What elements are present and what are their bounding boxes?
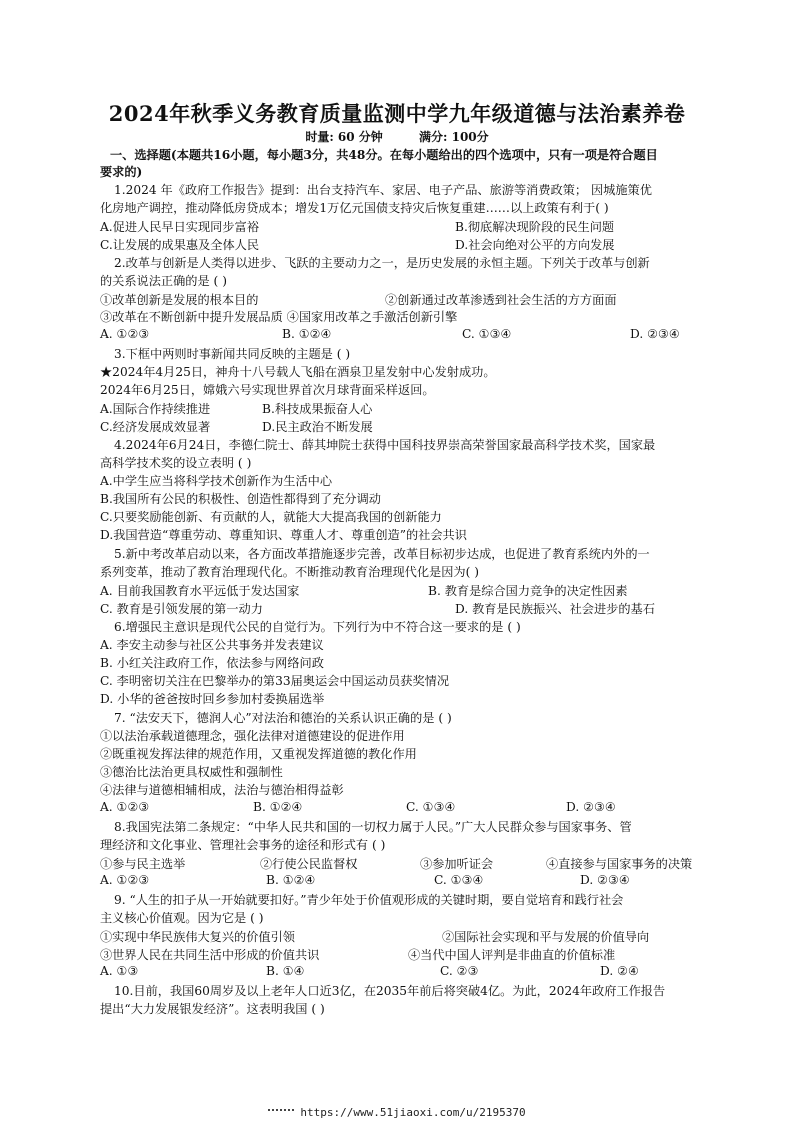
q1-option-a: A.促进人民早日实现同步富裕 [100, 220, 259, 234]
q9-options [100, 964, 720, 981]
q1-option-b: B.彻底解决现阶段的民生问题 [455, 220, 615, 234]
q2-stem-cont: 的关系说法正确的是 ( ) [100, 274, 227, 288]
q4-stem: 4.2024年6月24日，李德仁院士、薛其坤院士获得中国科技界崇高荣誉国家最高科学技术奖，国家最 [114, 438, 656, 452]
q8-statement-4: ④直接参与国家事务的决策 [546, 857, 693, 871]
q2-statement-2: ②创新通过改革渗透到社会生活的方方面面 [385, 293, 617, 307]
q3-option-b: B.科技成果振奋人心 [262, 402, 373, 416]
q1-option-c: C.让发展的成果惠及全体人民 [100, 238, 260, 252]
q5-option-b: B. 教育是综合国力竞争的决定性因素 [428, 584, 628, 598]
q3-options-row1 [100, 400, 720, 417]
q7-option-a: A. ①②③ [100, 800, 150, 814]
q3-options-row2 [100, 418, 720, 435]
q8-option-d: D. ②③④ [580, 873, 630, 887]
q6-option-b: B. 小红关注政府工作，依法参与网络问政 [100, 656, 324, 670]
q1-stem-cont: 化房地产调控，推动降低房贷成本；增发1万亿元国债支持灾后恢复重建……以上政策有利于( ) [100, 201, 609, 215]
q9-statement-2: ②国际社会实现和平与发展的价值导向 [442, 930, 650, 944]
q8-option-c: C. ①③④ [434, 873, 484, 887]
q6-stem: 6.增强民主意识是现代公民的自觉行为。下列行为中不符合这一要求的是 ( ) [114, 620, 521, 634]
q3-option-a: A.国际合作持续推进 [100, 402, 211, 416]
q3-stem: 3.下框中两则时事新闻共同反映的主题是 ( ) [114, 347, 351, 361]
q8-statements [100, 855, 720, 872]
q9-statements-row2 [100, 946, 720, 963]
q5-stem-cont: 系列变革，推动了教育治理现代化。不断推动教育治理现代化是因为( ) [100, 565, 480, 579]
q9-option-c: C. ②③ [440, 964, 479, 978]
q10-stem-cont: 提出“大力发展银发经济”。这表明我国 ( ) [100, 1002, 325, 1016]
q8-option-b: B. ①②④ [266, 873, 316, 887]
q8-stem: 8.我国宪法第二条规定：“中华人民共和国的一切权力属于人民。”广大人民群众参与国家事务、管 [114, 820, 632, 834]
q8-statement-1: ①参与民主选举 [100, 857, 186, 871]
exam-title: 2024年秋季义务教育质量监测中学九年级道德与法治素养卷 [108, 101, 686, 126]
q2-options [100, 327, 720, 344]
q7-stem: 7. “法安天下，德润人心”对法治和德治的关系认识正确的是 ( ) [114, 711, 452, 725]
q5-options-row2 [100, 600, 720, 617]
q7-statement-1: ①以法治承载道德理念，强化法律对道德建设的促进作用 [100, 729, 405, 743]
q8-options [100, 873, 720, 890]
q8-statement-2: ②行使公民监督权 [260, 857, 358, 871]
q6-option-a: A. 李安主动参与社区公共事务并发表建议 [100, 638, 324, 652]
q2-option-a: A. ①②③ [100, 327, 150, 341]
q9-option-d: D. ②④ [600, 964, 639, 978]
q2-statements-row1 [100, 291, 720, 308]
footer-url[interactable]: https://www.51jiaoxi.com/u/2195370 [300, 1106, 526, 1119]
q5-option-a: A. 目前我国教育水平远低于发达国家 [100, 584, 300, 598]
q3-option-d: D.民主政治不断发展 [262, 420, 373, 434]
q4-option-c: C.只要奖励能创新、有贡献的人，就能大大提高我国的创新能力 [100, 510, 442, 524]
q1-options-row2 [100, 236, 720, 253]
q5-option-d: D. 教育是民族振兴、社会进步的基石 [455, 602, 655, 616]
q8-statement-3: ③参加听证会 [420, 857, 494, 871]
q5-option-c: C. 教育是引领发展的第一动力 [100, 602, 263, 616]
q7-option-b: B. ①②④ [253, 800, 303, 814]
q5-stem: 5.新中考改革启动以来，各方面改革措施逐步完善，改革目标初步达成，也促进了教育系统内外的一 [114, 547, 650, 561]
q4-option-d: D.我国营造“尊重劳动、尊重知识、尊重人才、尊重创造”的社会共识 [100, 528, 467, 542]
q9-statements-row1 [100, 928, 720, 945]
exam-meta [0, 128, 794, 145]
exam-score: 满分: 100分 [419, 130, 489, 144]
q2-option-b: B. ①②④ [282, 327, 332, 341]
q1-options-row1 [100, 218, 720, 235]
q7-options [100, 800, 720, 817]
q8-option-a: A. ①②③ [100, 873, 150, 887]
q4-stem-cont: 高科学技术奖的设立表明 ( ) [100, 456, 252, 470]
q9-stem: 9. “人生的扣子从一开始就要扣好。”青少年处于价值观形成的关键时期，要自觉培育和践行社会 [114, 893, 624, 907]
q7-statement-3: ③德治比法治更具权威性和强制性 [100, 765, 283, 779]
q2-option-c: C. ①③④ [462, 327, 512, 341]
q2-option-d: D. ②③④ [630, 327, 680, 341]
q7-statement-2: ②既重视发挥法律的规范作用，又重视发挥道德的教化作用 [100, 747, 417, 761]
q2-statements-row2: ③改革在不断创新中提升发展品质 ④国家用改革之手激活创新引擎 [100, 310, 458, 324]
q4-option-a: A.中学生应当将科学技术创新作为生活中心 [100, 474, 333, 488]
q9-statement-1: ①实现中华民族伟大复兴的价值引领 [100, 930, 295, 944]
q9-statement-3: ③世界人民在共同生活中形成的价值共识 [100, 948, 320, 962]
q7-option-d: D. ②③④ [566, 800, 616, 814]
q1-option-d: D.社会向绝对公平的方向发展 [455, 238, 615, 252]
q2-statement-1: ①改革创新是发展的根本目的 [100, 293, 259, 307]
section-header-cont: 要求的) [100, 165, 143, 179]
watermark-logo-icon [268, 1109, 294, 1117]
q6-option-d: D. 小华的爸爸按时回乡参加村委换届选举 [100, 692, 325, 706]
q9-stem-cont: 主义核心价值观。因为它是 ( ) [100, 911, 264, 925]
q2-stem: 2.改革与创新是人类得以进步、飞跃的主要动力之一，是历史发展的永恒主题。下列关于改革与创新 [114, 256, 650, 270]
q5-options-row1 [100, 582, 720, 599]
exam-time: 时量: 60 分钟 [305, 130, 383, 144]
q9-option-a: A. ①③ [100, 964, 139, 978]
q9-statement-4: ④当代中国人评判是非曲直的价值标准 [408, 948, 616, 962]
section-header: 一、选择题(本题共16小题，每小题3分，共48分。在每小题给出的四个选项中，只有一项是符合题目 [110, 148, 658, 162]
q3-option-c: C.经济发展成效显著 [100, 420, 211, 434]
q7-option-c: C. ①③④ [406, 800, 456, 814]
q6-option-c: C. 李明密切关注在巴黎举办的第33届奥运会中国运动员获奖情况 [100, 674, 450, 688]
q4-option-b: B.我国所有公民的积极性、创造性都得到了充分调动 [100, 492, 381, 506]
q9-option-b: B. ①④ [266, 964, 305, 978]
q3-news-2: 2024年6月25日，嫦娥六号实现世界首次月球背面采样返回。 [100, 383, 435, 397]
q8-stem-cont: 理经济和文化事业、管理社会事务的途径和形式有 ( ) [100, 838, 386, 852]
q1-stem: 1.2024 年《政府工作报告》提到：出台支持汽车、家居、电子产品、旅游等消费政策； 因城施策优 [114, 183, 652, 197]
q7-statement-4: ④法律与道德相辅相成，法治与德治相得益彰 [100, 783, 344, 797]
q10-stem: 10.目前，我国60周岁及以上老年人口近3亿，在2035年前后将突破4亿。为此，2024年政府工作报告 [114, 984, 666, 998]
q3-news-1: ★2024年4月25日，神舟十八号载人飞船在酒泉卫星发射中心发射成功。 [100, 365, 496, 379]
page-footer [0, 1106, 794, 1119]
